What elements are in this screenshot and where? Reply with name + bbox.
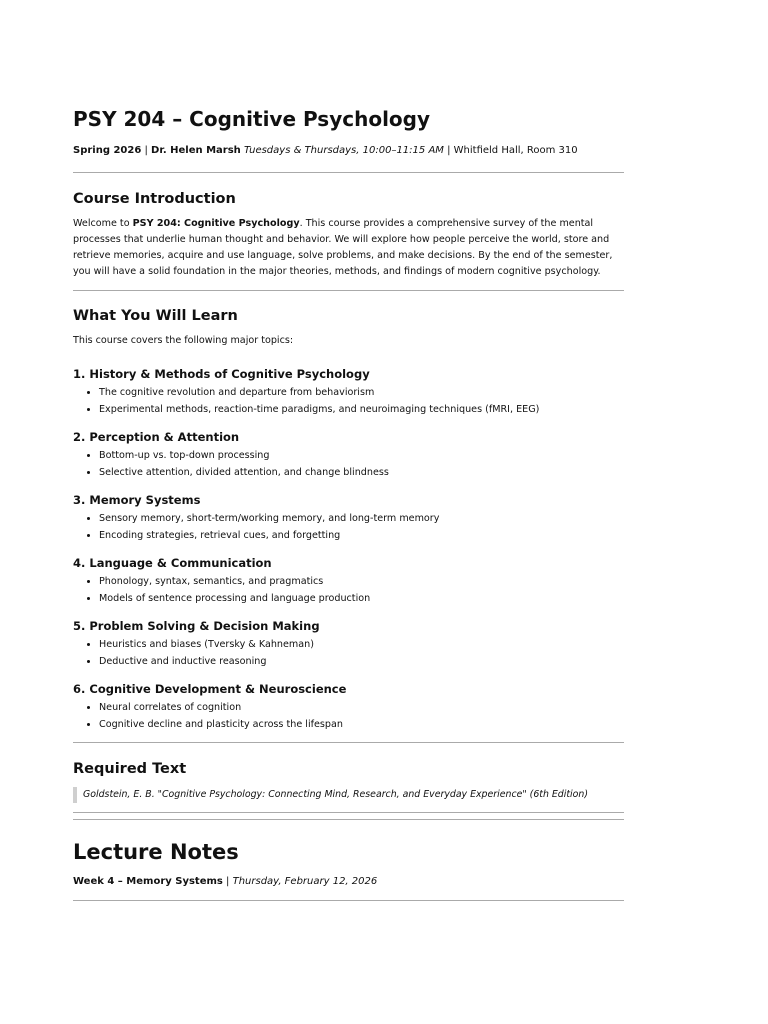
topic-bullet-item: • The cognitive revolution and departure from behaviorism [99, 385, 624, 402]
topic-heading: 5. Problem Solving & Decision Making [73, 619, 320, 633]
topic-bullet-item: • Experimental methods, reaction-time paradigms, and neuroimaging techniques (fMRI, EEG) [99, 402, 624, 419]
topic-bullet-item: • Cognitive decline and plasticity across the lifespan [99, 717, 624, 734]
section-heading-learn: What You Will Learn [73, 308, 238, 324]
topic-heading: 1. History & Methods of Cognitive Psychology [73, 367, 370, 381]
lecture-week-title: Week 4 – Memory Systems [73, 876, 223, 887]
course-title: PSY 204 – Cognitive Psychology [73, 107, 431, 131]
divider [73, 172, 624, 173]
divider [73, 819, 624, 820]
lecture-date: Thursday, February 12, 2026 [232, 876, 378, 887]
topic-bullet-list [73, 448, 624, 481]
topic-bullet-item: • Bottom-up vs. top-down processing [99, 448, 624, 465]
course-term: Spring 2026 [73, 145, 142, 156]
divider [73, 742, 624, 743]
intro-lead: Welcome to [73, 218, 133, 229]
lecture-week-meta [73, 875, 624, 889]
learn-intro: This course covers the following major topics: [73, 335, 294, 346]
divider [73, 812, 624, 813]
meta-separator: | [222, 876, 233, 887]
divider [73, 900, 624, 901]
topic-bullet-item: • Phonology, syntax, semantics, and pragmatics [99, 574, 624, 591]
topic-heading: 4. Language & Communication [73, 556, 272, 570]
topic-bullet-item: • Selective attention, divided attention, and change blindness [99, 465, 624, 482]
topic-heading: 6. Cognitive Development & Neuroscience [73, 682, 347, 696]
topic-bullet-list [73, 700, 624, 733]
intro-course-name: PSY 204: Cognitive Psychology [132, 218, 300, 229]
section-heading-required-text: Required Text [73, 761, 187, 777]
intro-text: . This course provides a comprehensive survey of the mental processes that underlie human thought and behavior. We will explore how people perceive the world, store and retrieve memories, acquire and use language, solve problems, and make decisions. By the end of the semester, you will have a solid foundation in the major theories, methods, and findings of modern cognitive psychology. [73, 218, 613, 277]
topic-bullet-item: • Encoding strategies, retrieval cues, and forgetting [99, 528, 624, 545]
topic-heading: 2. Perception & Attention [73, 430, 240, 444]
topic-heading: 3. Memory Systems [73, 493, 201, 507]
meta-separator: | [443, 145, 454, 156]
topic-bullet-list [73, 637, 624, 670]
intro-paragraph [73, 216, 624, 280]
section-heading-introduction: Course Introduction [73, 191, 236, 207]
lecture-notes-title: Lecture Notes [73, 840, 239, 864]
topic-bullet-item: • Heuristics and biases (Tversky & Kahneman) [99, 637, 624, 654]
course-meta [73, 144, 624, 158]
topic-bullet-list [73, 511, 624, 544]
topic-bullet-item: • Sensory memory, short-term/working memory, and long-term memory [99, 511, 624, 528]
divider [73, 290, 624, 291]
topic-bullet-list [73, 574, 624, 607]
meta-separator: | [141, 145, 152, 156]
course-location: Whitfield Hall, Room 310 [453, 145, 578, 156]
topic-list [73, 366, 624, 733]
course-instructor: Dr. Helen Marsh [151, 145, 241, 156]
document-content [73, 104, 624, 901]
topic-bullet-list [73, 385, 624, 418]
course-schedule: Tuesdays & Thursdays, 10:00–11:15 AM [244, 145, 444, 156]
topic-bullet-item: • Deductive and inductive reasoning [99, 654, 624, 671]
topic-bullet-item: • Models of sentence processing and language production [99, 591, 624, 608]
required-text-citation: Goldstein, E. B. "Cognitive Psychology: Connecting Mind, Research, and Everyday Experience" (6th Edition) [73, 787, 624, 803]
topic-bullet-item: • Neural correlates of cognition [99, 700, 624, 717]
